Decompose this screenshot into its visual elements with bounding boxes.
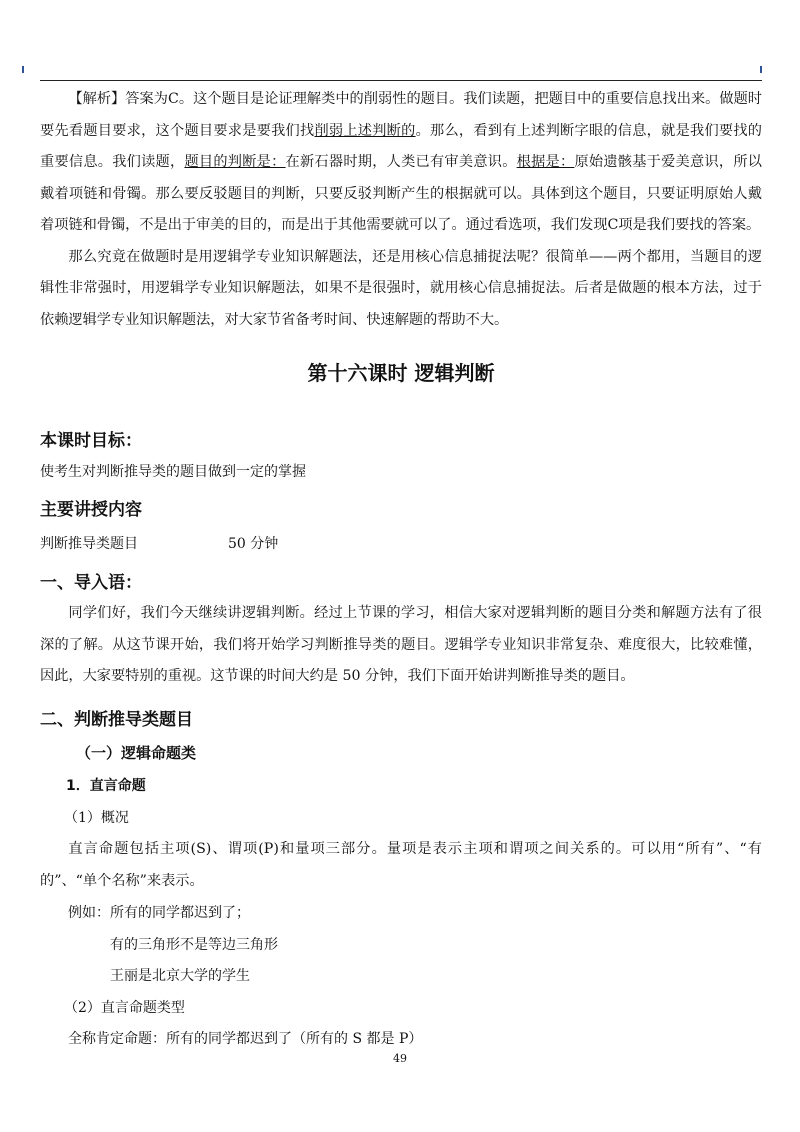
definition-paragraph: 直言命题包括主项(S)、谓项(P)和量项三部分。量项是表示主项和谓项之间关系的。可以用“所有”、“有的”、“单个名称”来表示。: [40, 841, 762, 889]
subsection-categorical: 1．直言命题: [66, 778, 146, 794]
example-1: 所有的同学都迟到了；: [110, 905, 250, 921]
section2-heading: 二、判断推导类题目: [40, 710, 193, 730]
example-line: [68, 902, 250, 922]
example-2: 有的三角形不是等边三角形: [110, 937, 278, 953]
content-time: 50 分钟: [228, 536, 279, 552]
analysis-text: 。那么，看到有上述判断字眼的信息，就是我们要找的重要信息。我们读题，: [40, 122, 762, 170]
header-rule: [40, 80, 762, 81]
intro-paragraph: 同学们好，我们今天继续讲逻辑判断。经过上节课的学习，相信大家对逻辑判断的题目分类和解题方法有了很深的了解。从这节课开始，我们将开始学习判断推导类的题目。逻辑学专业知识非常复杂、难度很大，比较难懂，因此，大家要特别的重视。这节课的时间大约是 50 分钟，我们下面开始讲判断推导类的题目。: [40, 605, 762, 684]
underlined-phrase: 题目的判断是：: [184, 154, 286, 170]
goal-text: 使考生对判断推导类的题目做到一定的掌握: [40, 464, 306, 480]
subsection-overview: （1）概况: [64, 810, 129, 826]
lesson-title: 第十六课时 逻辑判断: [307, 361, 495, 385]
underlined-phrase: 削弱上述判断的: [314, 122, 416, 139]
corner-mark-right: [760, 66, 762, 73]
underlined-phrase: 根据是：: [516, 154, 575, 170]
subsection-logic-propositions: （一）逻辑命题类: [76, 744, 197, 762]
corner-mark-left: [22, 66, 24, 73]
example-label: 例如：: [68, 905, 110, 921]
page-number: 49: [393, 1052, 407, 1065]
goal-heading: 本课时目标：: [40, 431, 142, 451]
analysis-text: 答案为C。这个题目是论证理解类中的削弱性的题目。我们读题，把题目中的重要信息找出来。做题时要先看题目要求，这个题目要求是要我们找: [40, 91, 762, 139]
subsection-types: （2）直言命题类型: [64, 1000, 185, 1016]
intro-heading: 一、导入语：: [40, 573, 142, 593]
type-universal-affirmative: 全称肯定命题：所有的同学都迟到了（所有的 S 都是 P）: [68, 1031, 423, 1047]
analysis-label: 【解析】: [68, 91, 126, 107]
content-item: 判断推导类题目: [40, 536, 138, 552]
method-paragraph: 那么究竟在做题时是用逻辑学专业知识解题法，还是用核心信息捕捉法呢？很简单——两个都用，当题目的逻辑性非常强时，用逻辑学专业知识解题法，如果不是很强时，就用核心信息捕捉法。后者是做题的根本方法，过于依赖逻辑学专业知识解题法，对大家节省备考时间、快速解题的帮助不大。: [40, 248, 762, 328]
analysis-text: 在新石器时期，人类已有审美意识。: [285, 154, 517, 170]
analysis-paragraph: [40, 84, 762, 242]
page-content: [40, 84, 762, 1047]
content-heading: 主要讲授内容: [40, 500, 142, 520]
analysis-text: 原始遗骸基于爱美意识，所以戴着项链和骨镯。那么要反驳题目的判断，只要反驳判断产生的根据就可以。具体到这个题目，只要证明原始人戴着项链和骨镯，不是出于审美的目的，而是出于其他需要就可以了。通过看选项，我们发现C项是我们要找的答案。: [40, 154, 762, 233]
example-3: 王丽是北京大学的学生: [110, 968, 250, 984]
